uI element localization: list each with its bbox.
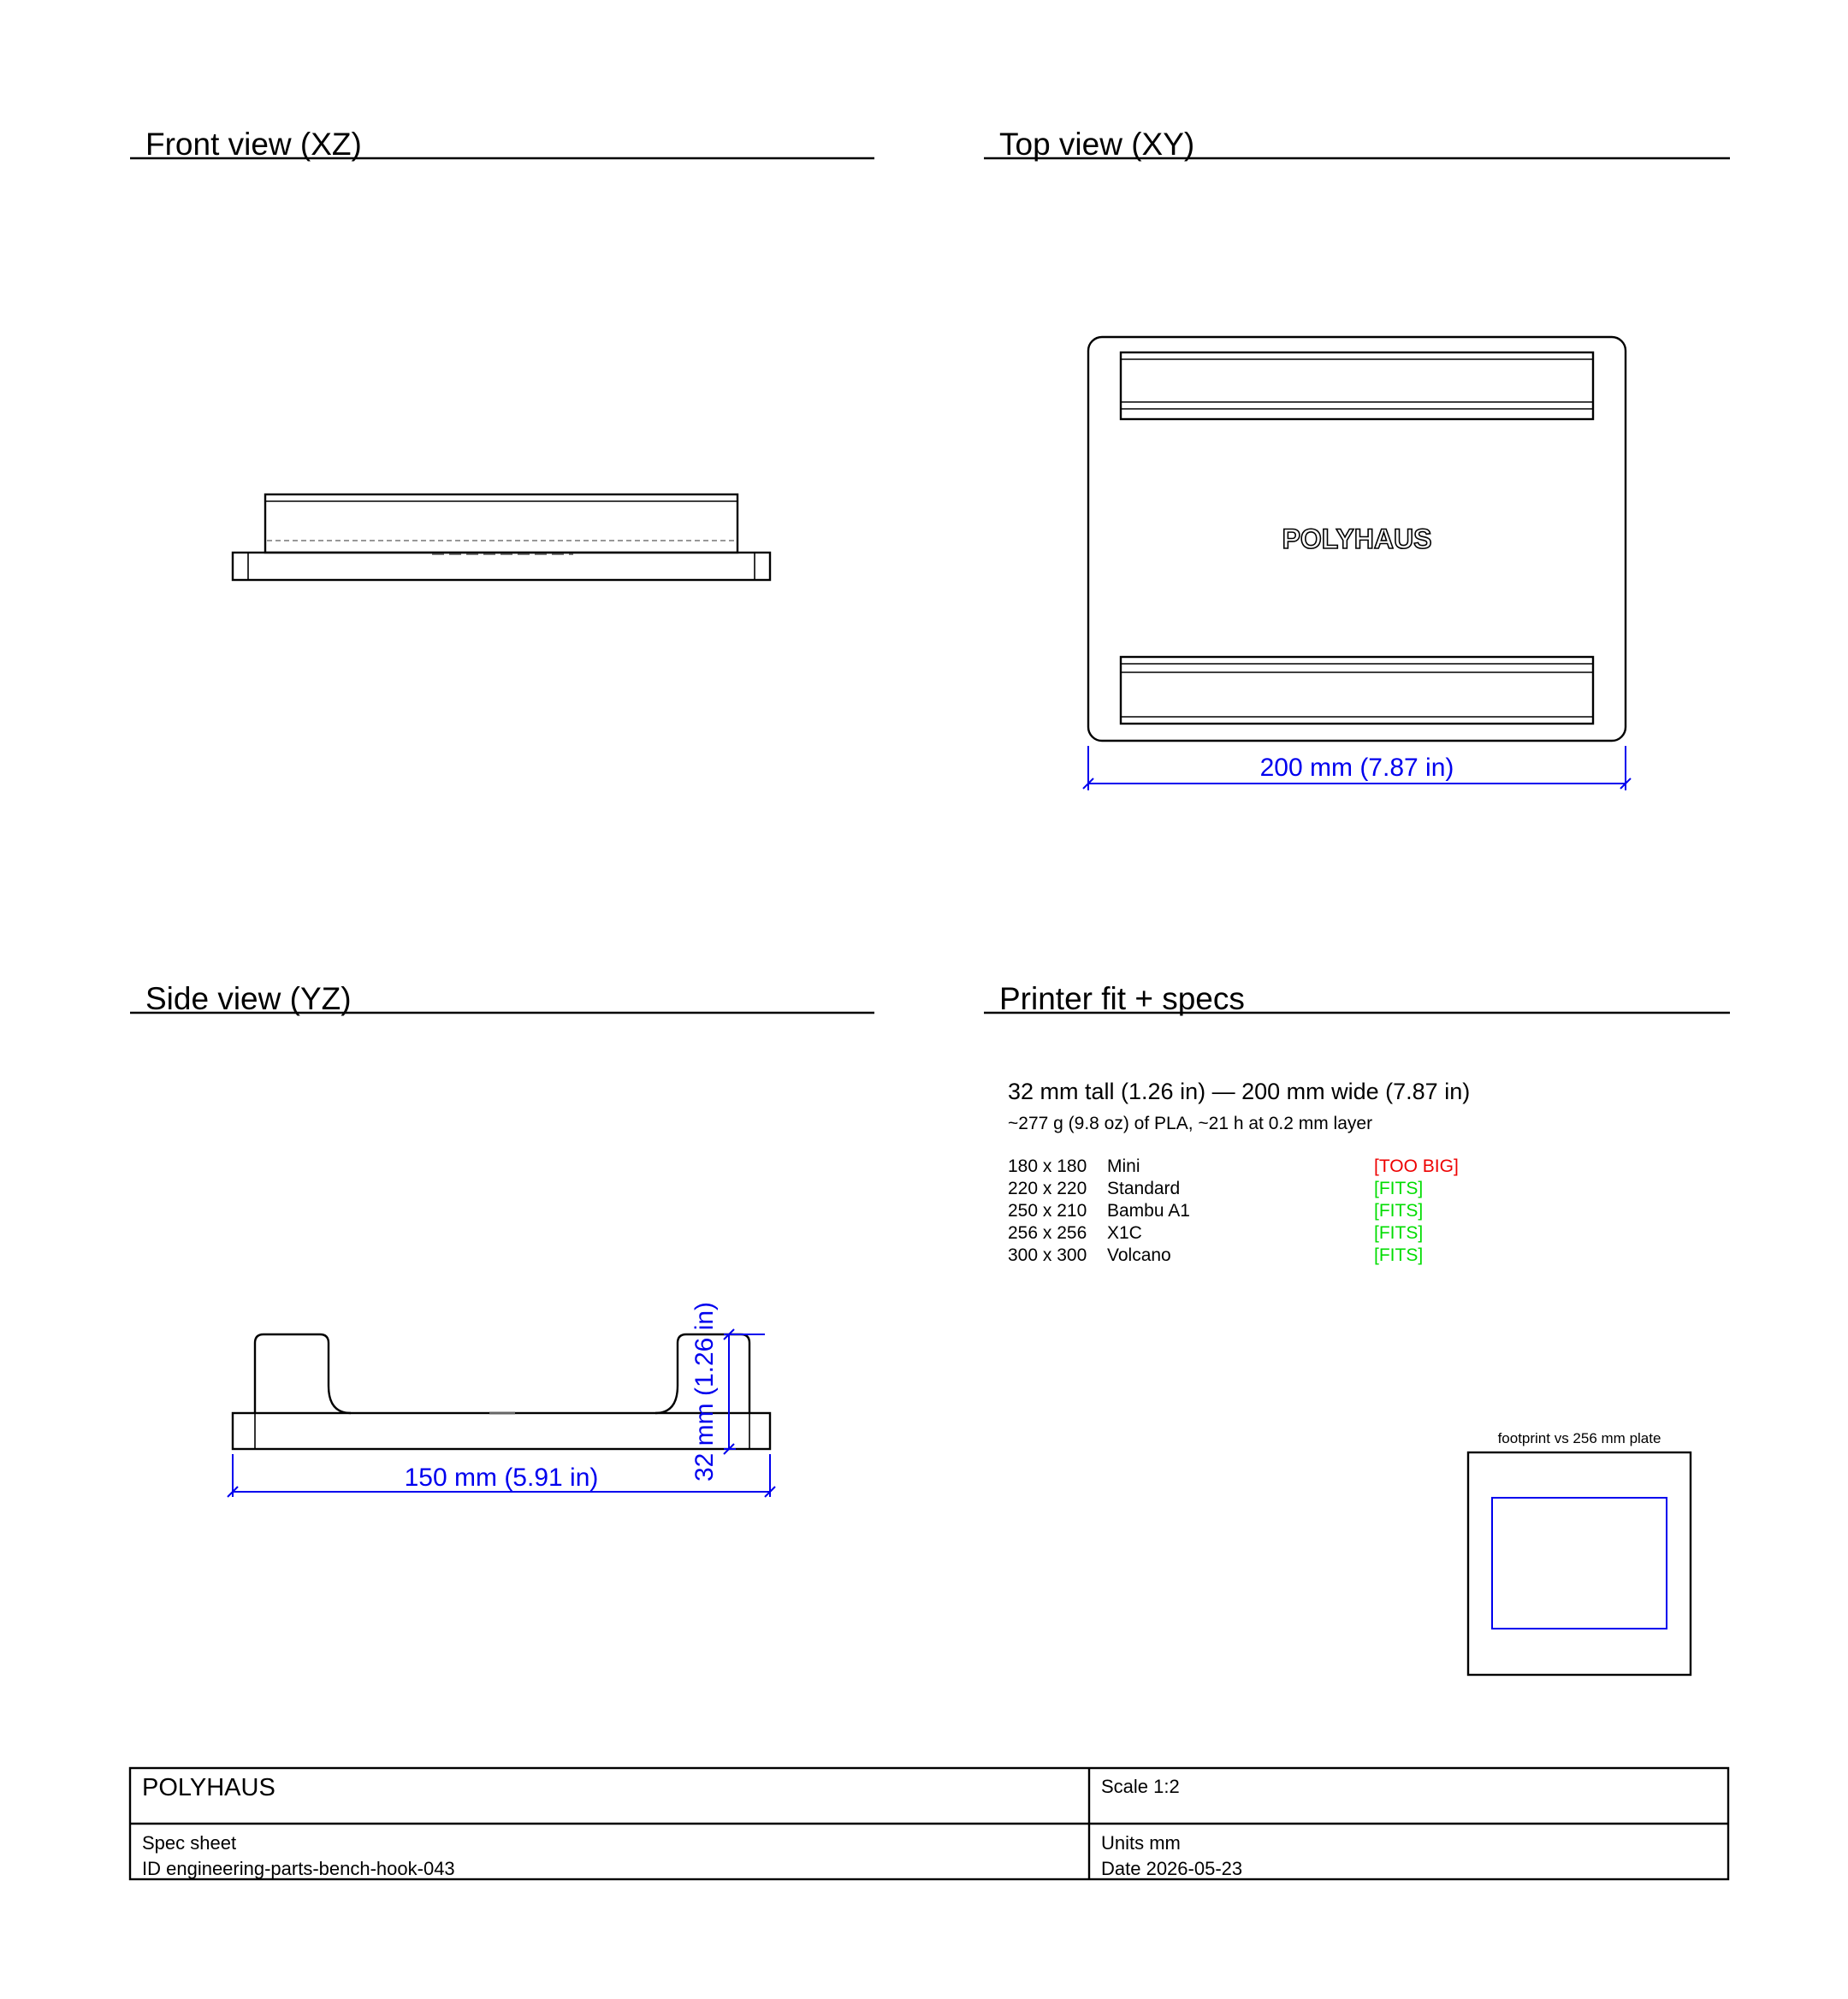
printer-fit-table (1008, 1156, 1459, 1265)
side-view (130, 981, 874, 1497)
doc-type-field: Spec sheet (142, 1832, 237, 1854)
top-width-label: 200 mm (7.87 in) (1259, 754, 1454, 782)
front-base-plate (233, 553, 770, 580)
printer-name: Mini (1107, 1156, 1140, 1176)
build-plate-outline (1468, 1452, 1691, 1675)
side-rear-hook (255, 1334, 351, 1413)
printer-bed-size: 220 x 220 (1008, 1179, 1087, 1198)
company-name: POLYHAUS (142, 1774, 275, 1801)
specs-title: Printer fit + specs (999, 981, 1245, 1016)
top-width-dimension (1083, 746, 1631, 790)
front-view-part (233, 494, 770, 580)
printer-bed-size: 256 x 256 (1008, 1223, 1087, 1243)
printer-fit-status: [FITS] (1374, 1245, 1424, 1265)
units-field: Units mm (1101, 1832, 1181, 1854)
footprint-label: footprint vs 256 mm plate (1497, 1430, 1661, 1446)
side-height-dimension (690, 1302, 765, 1482)
specs-subline: ~277 g (9.8 oz) of PLA, ~21 h at 0.2 mm layer (1008, 1114, 1373, 1133)
printer-name: Bambu A1 (1107, 1201, 1190, 1221)
printer-fit-status: [FITS] (1374, 1179, 1424, 1198)
front-view-title: Front view (XZ) (145, 127, 362, 162)
top-view-title: Top view (XY) (999, 127, 1195, 162)
side-base-plate (233, 1413, 770, 1449)
printer-fit-status: [TOO BIG] (1374, 1156, 1459, 1176)
front-fence (265, 494, 737, 553)
part-footprint-outline (1492, 1498, 1667, 1629)
top-logo-engraving: POLYHAUS (1282, 523, 1432, 554)
top-front-fence (1121, 657, 1593, 724)
printer-name: X1C (1107, 1223, 1142, 1243)
title-block (130, 1768, 1728, 1879)
printer-bed-size: 180 x 180 (1008, 1156, 1087, 1176)
printer-bed-size: 300 x 300 (1008, 1245, 1087, 1265)
top-view (984, 127, 1730, 790)
date-field: Date 2026-05-23 (1101, 1858, 1243, 1879)
specs-panel (984, 981, 1730, 1675)
printer-bed-size: 250 x 210 (1008, 1201, 1087, 1221)
printer-fit-status: [FITS] (1374, 1223, 1424, 1243)
printer-name: Volcano (1107, 1245, 1171, 1265)
top-view-part (1088, 337, 1626, 741)
specs-headline: 32 mm tall (1.26 in) — 200 mm wide (7.87 in) (1008, 1079, 1471, 1104)
doc-id-field: ID engineering-parts-bench-hook-043 (142, 1858, 455, 1879)
side-height-label: 32 mm (1.26 in) (690, 1301, 719, 1482)
side-depth-label: 150 mm (5.91 in) (404, 1464, 599, 1492)
printer-name: Standard (1107, 1179, 1181, 1198)
side-view-part (233, 1334, 770, 1449)
side-view-title: Side view (YZ) (145, 981, 352, 1016)
front-view (130, 127, 874, 580)
scale-field: Scale 1:2 (1101, 1776, 1180, 1797)
printer-fit-status: [FITS] (1374, 1201, 1424, 1221)
